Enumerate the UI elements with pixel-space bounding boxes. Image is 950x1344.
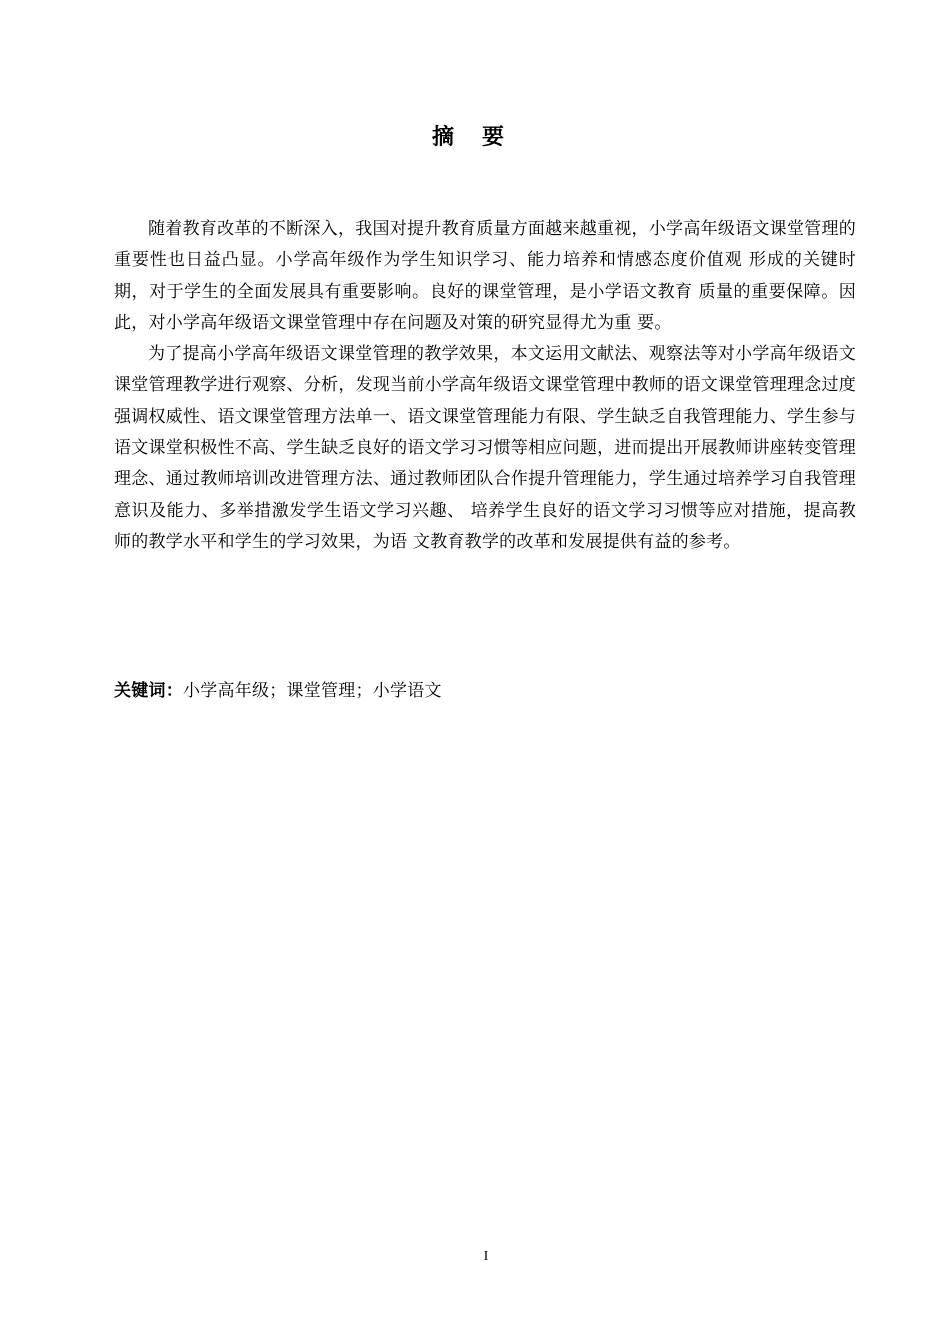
keywords-line [114, 676, 442, 706]
page-number: I [483, 1249, 489, 1264]
abstract-paragraph-2: 为了提高小学高年级语文课堂管理的教学效果，本文运用文献法、观察法等对小学高年级语文课堂管理教学进行观察、分析，发现当前小学高年级语文课堂管理中教师的语文课堂管理理念过度强调权威性、语文课堂管理方法单一、语文课堂管理能力有限、学生缺乏自我管理能力、学生参与语文课堂积极性不高、学生缺乏良好的语文学习习惯等相应问题，进而提出开展教师讲座转变管理理念、通过教师培训改进管理方法、通过教师团队合作提升管理能力，学生通过培养学习自我管理意识及能力、多举措激发学生语文学习兴趣、 培养学生良好的语文学习习惯等应对措施，提高教师的教学水平和学生的学习效果，为语 文教育教学的改革和发展提供有益的参考。 [114, 344, 856, 552]
abstract-paragraph-1: 随着教育改革的不断深入，我国对提升教育质量方面越来越重视，小学高年级语文课堂管理的重要性也日益凸显。小学高年级作为学生知识学习、能力培养和情感态度价值观 形成的关键时期，对于学生的全面发展具有重要影响。良好的课堂管理，是小学语文教育 质量的重要保障。因此，对小学高年级语文课堂管理中存在问题及对策的研究显得尤为重 要。 [114, 219, 856, 333]
page-title: 摘要 [431, 125, 532, 150]
keywords-value: 小学高年级；课堂管理；小学语文 [183, 681, 442, 701]
abstract-body [114, 214, 856, 558]
keywords-label: 关键词： [114, 681, 183, 701]
